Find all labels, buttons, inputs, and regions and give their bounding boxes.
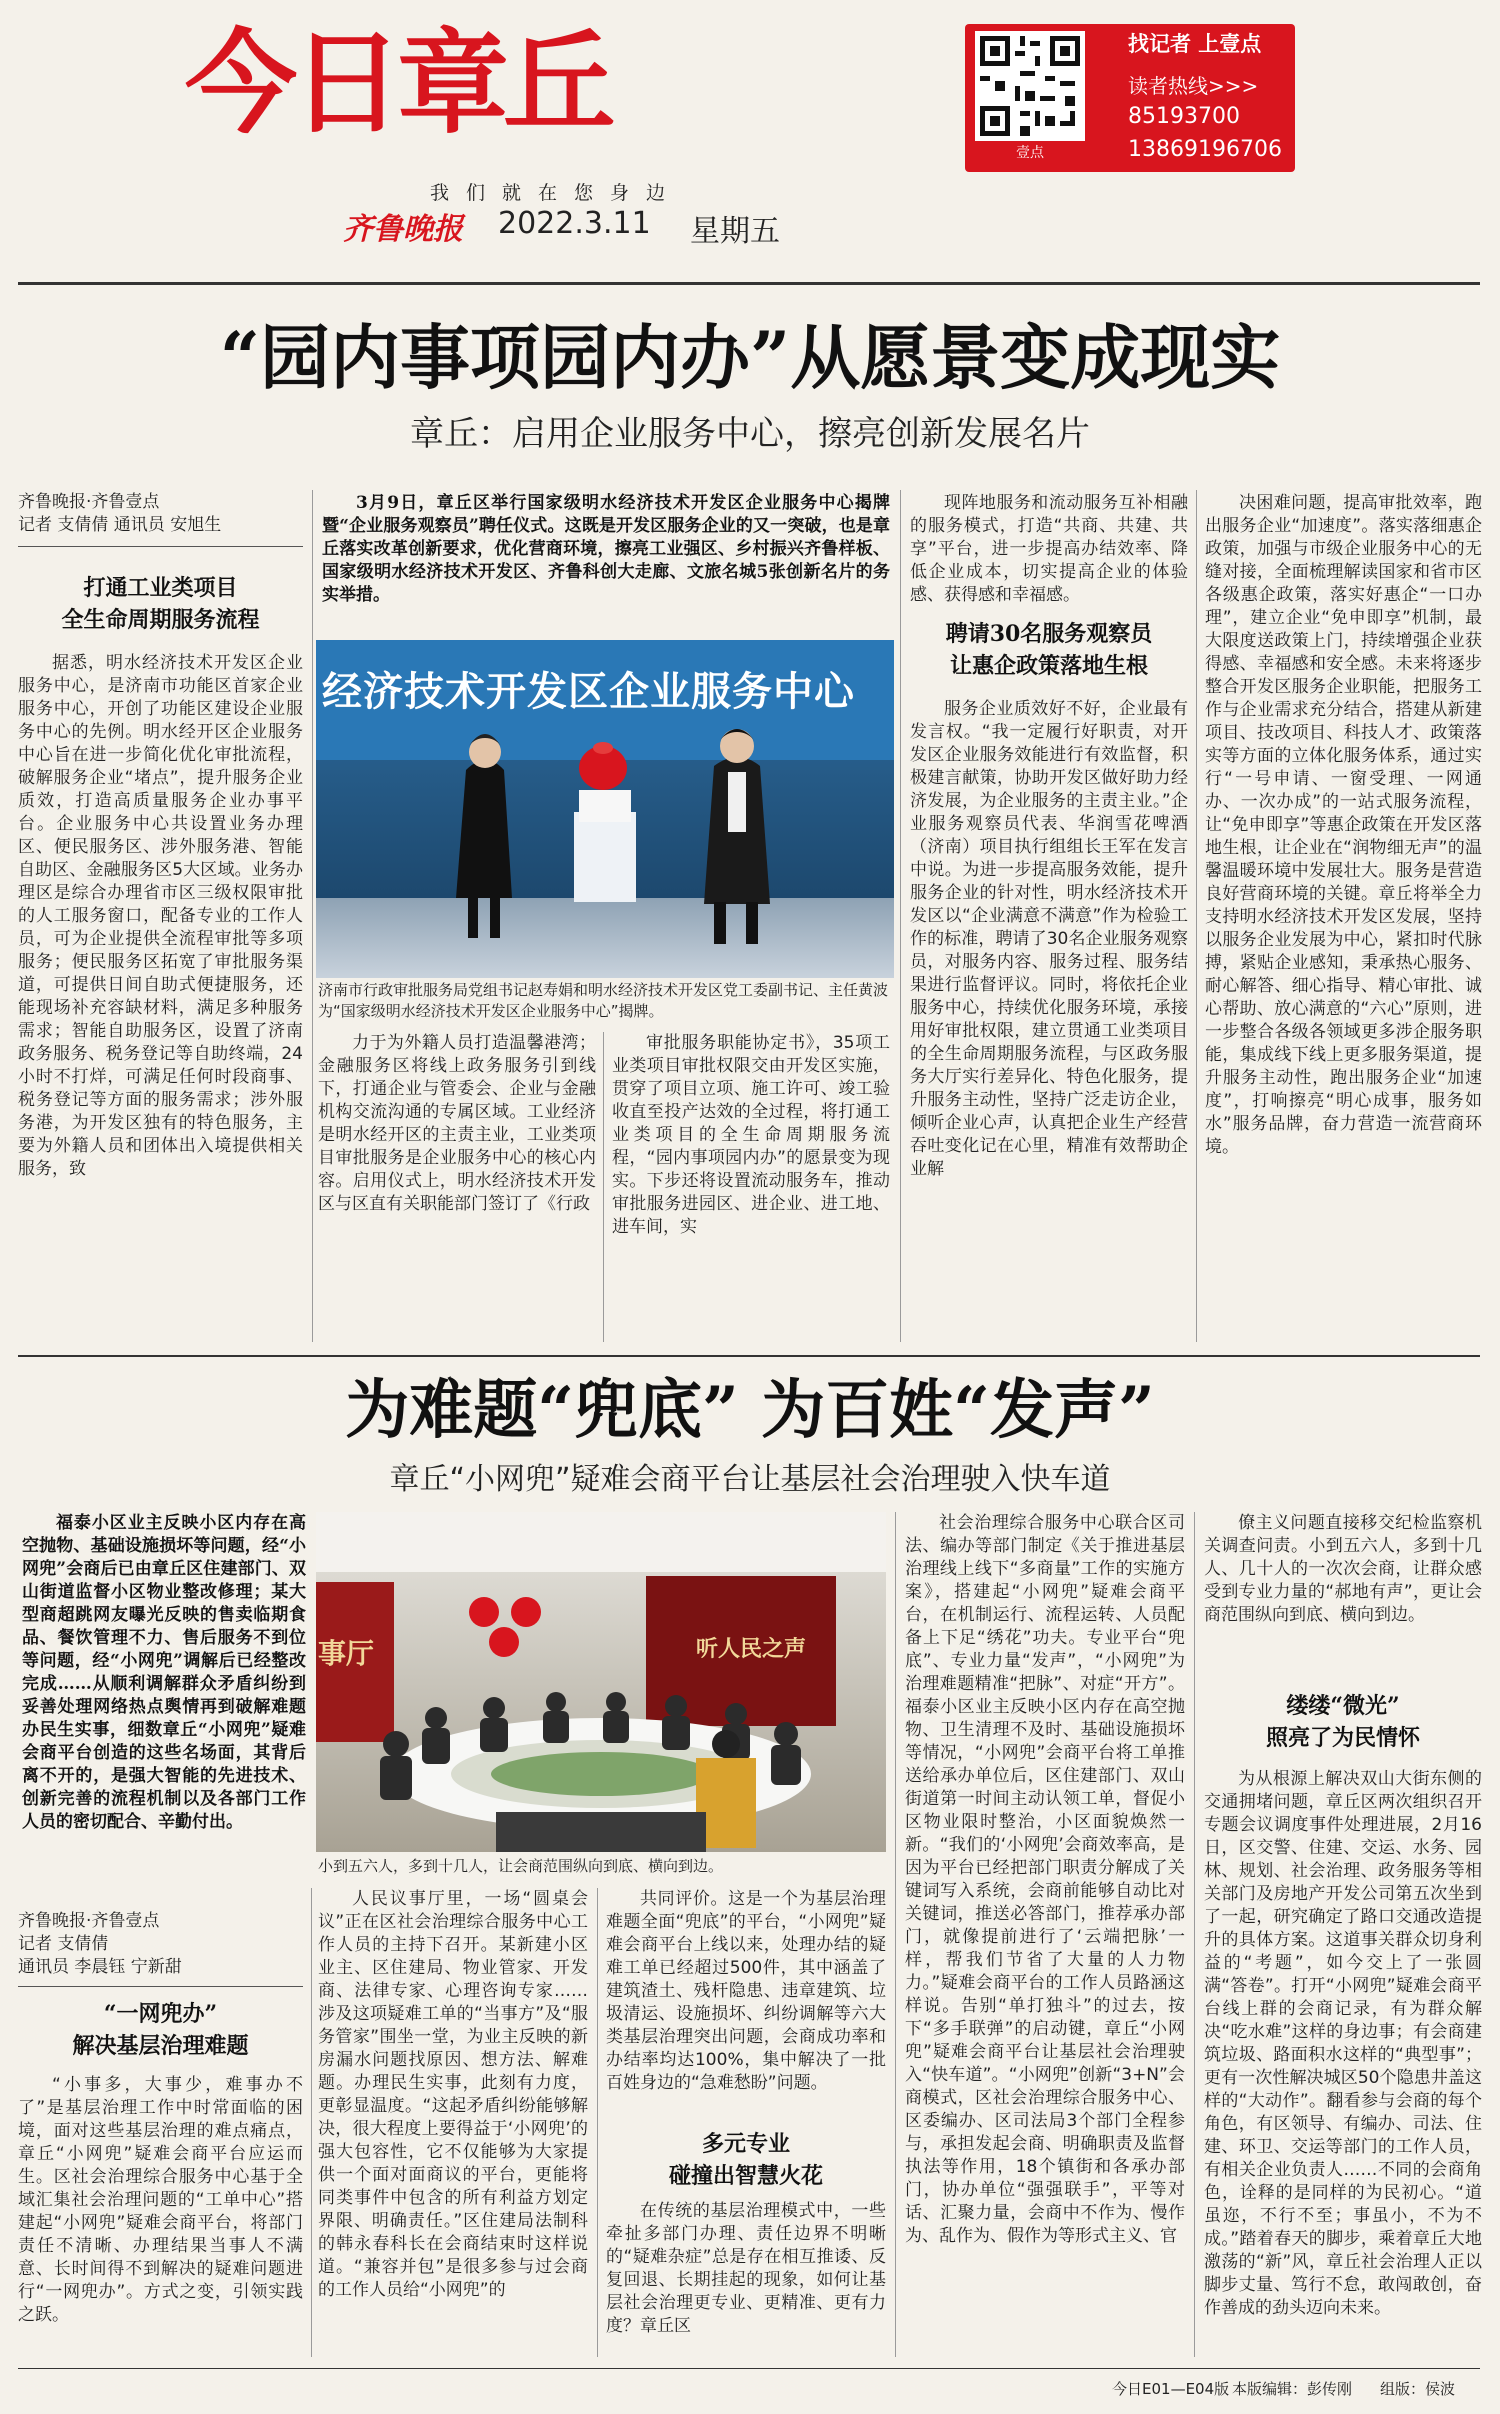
story1-photo bbox=[316, 640, 894, 978]
masthead-slogan: 我们就在您身边 bbox=[430, 182, 683, 204]
story2-subhead2-line2: 碰撞出智慧火花 bbox=[668, 2163, 823, 2189]
story1-subhead1-line1: 打通工业类项目 bbox=[83, 575, 238, 601]
spacer bbox=[905, 1450, 906, 1451]
photo-sign-left: 事厅 bbox=[318, 1637, 375, 1670]
story1-column-1: 据悉，明水经济技术开发区企业服务中心，是济南市功能区首家企业服务中心，开创了功能区建设企业服务中心的先例。明水经开区企业服务中心旨在进一步简化优化审批流程，破解服务企业“堵点”，提升服务企业质效，打造高质量服务企业办事平台。企业服务中心共设置业务办理区、便民服务区、涉外服务港、智能自助区、金融服务区5大区域。业务办理区是综合办理省市区三级权限审批的人工服务窗口，配备专业的工作人员，可为企业提供全流程审批等多项服务；便民服务区拓宽了审批服务渠道，可提供日间自助式便捷服务，还能现场补充容缺材料，满足多种服务需求；智能自助服务区，设置了济南政务服务、税务登记等自助终端，24小时不打烊，可满足任何时段商事、税务登记等方面的服务需求；涉外服务港，为开发区独有的特色服务，主要为外籍人员和团体出入境提供相关服务，致 bbox=[18, 653, 303, 1179]
story2-subheadline: 章丘“小网兜”疑难会商平台让基层社会治理驶入快车道 bbox=[389, 1462, 1111, 1497]
column-rule bbox=[895, 1512, 896, 2357]
column-rule bbox=[603, 1032, 604, 1342]
story-divider bbox=[18, 1355, 1480, 1357]
story2-subhead3-line2: 照亮了为民情怀 bbox=[1265, 1725, 1420, 1751]
brand-logo: 齐鲁晚报 bbox=[343, 212, 463, 247]
photo-banner-text: 经济技术开发区企业服务中心 bbox=[322, 668, 855, 715]
footer-layout: 组版：侯波 bbox=[1380, 2380, 1456, 2398]
story2-subhead3-line1: 缕缕“微光” bbox=[1286, 1693, 1400, 1719]
story1-column-2: 力于为外籍人员打造温馨港湾；金融服务区将线上政务服务引到线下，打通企业与管委会、企业与金融机构交流沟通的专属区域。工业经济是明水经开区的主责主业，工业类项目审批服务是企业服务中心的核心内容。启用仪式上，明水经济技术开发区与区直有关职能部门签订了《行政 bbox=[318, 1033, 596, 1214]
issue-weekday: 星期五 bbox=[690, 214, 780, 249]
story1-subhead1-line2: 全生命周期服务流程 bbox=[61, 607, 260, 633]
column-rule bbox=[1196, 490, 1197, 1342]
story2-lead: 福泰小区业主反映小区内存在高空抛物、基础设施损坏等问题，经“小网兜”会商后已由章丘区住建部门、双山街道监督小区物业整改修理；某大型商超跳网友曝光反映的售卖临期食品、餐饮管理不力、售后服务不到位等问题，经“小网兜”调解后已经整改完成……从顺利调解群众矛盾纠纷到妥善处理网络热点舆情再到破解难题办民生实事，细数章丘“小网兜”疑难会商平台创造的这些名场面，其背后离不开的，是强大智能的先进技术、创新完善的流程机制以及各部门工作人员的密切配合、辛勤付出。 bbox=[22, 1513, 306, 1832]
story1-byline-reporters: 记者 支倩倩 通讯员 安旭生 bbox=[18, 515, 222, 535]
divider bbox=[18, 1986, 303, 1987]
column-rule bbox=[597, 1888, 598, 2357]
qr-code-icon[interactable] bbox=[975, 31, 1085, 141]
story1-subhead2-line2: 让惠企政策落地生根 bbox=[949, 653, 1148, 679]
story2-headline: 为难题“兜底” 为百姓“发声” bbox=[345, 1373, 1155, 1448]
issue-date: 2022.3.11 bbox=[498, 206, 651, 241]
story2-column-1: “小事多，大事少，难事办不了”是基层治理工作中时常面临的困境，面对这些基层治理的难点痛点，章丘“小网兜”疑难会商平台应运而生。区社会治理综合服务中心基于全域汇集社会治理问题的“工单中心”搭建起“小网兜”疑难会商平台，将部门责任不清晰、办理结果当事人不满意、长时间得不到解决的疑难问题进行“一网兜办”。方式之变，引领实践之跃。 bbox=[18, 2075, 303, 2325]
story1-column-5: 决困难问题，提高审批效率，跑出服务企业“加速度”。落实落细惠企政策，加强与市级企业服务中心的无缝对接，全面梳理解读国家和省市区各级惠企政策，落实好惠企“一口办理”，建立企业“免申即享”机制，最大限度送政策上门，持续增强企业获得感、幸福感和安全感。未来将逐步整合开发区服务企业职能，把服务工作与企业需求充分结合，搭建从新建项目、技改项目、科技人才、政策落实等方面的立体化服务体系，通过实行“一号申请、一窗受理、一网通办、一次办成”的一站式服务流程，让“免申即享”等惠企政策在开发区落地生根，让企业在“润物细无声”的温馨温暖环境中发展壮大。服务是营造良好营商环境的关键。章丘将举全力支持明水经济技术开发区发展，坚持以服务企业发展为中心，紧扣时代脉搏，紧贴企业感知，秉承热心服务、耐心解答、细心指导、精心审批、诚心帮助、放心满意的“六心”原则，进一步整合各级各领域更多涉企服务职能，集成线下线上更多服务渠道，提升服务主动性，跑出服务企业“加速度”，打响擦亮“明心成事，服务如水”服务品牌，奋力营造一流营商环境。 bbox=[1205, 493, 1482, 1157]
column-rule bbox=[312, 490, 313, 1342]
contact-tagline: 找记者 上壹点 bbox=[1128, 32, 1262, 56]
column-rule bbox=[311, 1888, 312, 2357]
footer-rule bbox=[18, 2368, 1480, 2369]
story1-photo-caption: 济南市行政审批服务局党组书记赵寿娟和明水经济技术开发区党工委副书记、主任黄波为“国家级明水经济技术开发区企业服务中心”揭牌。 bbox=[318, 981, 889, 1020]
hotline-label: 读者热线>>> bbox=[1128, 74, 1259, 98]
story2-byline-outlet: 齐鲁晚报·齐鲁壹点 bbox=[18, 1911, 160, 1931]
story1-column-4a: 现阵地服务和流动服务互补相融的服务模式，打造“共商、共建、共享”平台，进一步提高办结效率、降低企业成本，切实提高企业的体验感、获得感和幸福感。 bbox=[910, 493, 1188, 604]
qr-caption: 壹点 bbox=[1016, 145, 1044, 161]
story2-column-5a: 僚主义问题直接移交纪检监察机关调查问责。小到五六人，多到十几人、几十人的一次次会商，让群众感受到专业力量的“郝地有声”，更让会商范围纵向到底、横向到边。 bbox=[1204, 1513, 1482, 1625]
hotline-phone-2[interactable]: 13869196706 bbox=[1128, 137, 1282, 162]
story2-subhead2-line1: 多元专业 bbox=[701, 2131, 790, 2157]
story2-column-2: 人民议事厅里，一场“圆桌会议”正在区社会治理综合服务中心工作人员的主持下召开。某新建小区业主、区住建局、物业管家、开发商、法律专家、心理咨询专家……涉及这项疑难工单的“当事方”及“服务管家”围坐一堂，为业主反映的新房漏水问题找原因、想方法、解难题。办理民生实事，此刻有力度，更彰显温度。“这起矛盾纠纷能够解决，很大程度上要得益于‘小网兜’的强大包容性，它不仅能够为大家提供一个面对面商议的平台，更能将同类事件中包含的所有利益方划定界限、明确责任。”区住建局法制科的韩永春科长在会商结束时这样说道。“兼容并包”是很多参与过会商的工作人员给“小网兜”的 bbox=[318, 1889, 588, 2300]
divider bbox=[18, 546, 303, 547]
story2-column-3a: 共同评价。这是一个为基层治理难题全面“兜底”的平台，“小网兜”疑难会商平台上线以来，处理办结的疑难工单已经超过500件，其中涵盖了建筑渣土、残杆隐患、违章建筑、垃圾清运、设施损坏、纠纷调解等六大类基层治理突出问题，会商成功率和办结率均达100%，集中解决了一批百姓身边的“急难愁盼”问题。 bbox=[606, 1889, 886, 2093]
story2-subhead1-line1: “一网兜办” bbox=[103, 2001, 218, 2027]
photo-sign-right: 听人民之声 bbox=[696, 1636, 807, 1662]
footer-pages: 今日E01—E04版 bbox=[1112, 2380, 1230, 2398]
masthead-rule bbox=[18, 282, 1480, 285]
story2-byline-reporter: 记者 支倩倩 bbox=[18, 1934, 109, 1954]
story1-column-3: 审批服务职能协定书》，35项工业类项目审批权限交由开发区实施，贯穿了项目立项、施工许可、竣工验收直至投产达效的全过程，将打通工业类项目的全生命周期服务流程，“园内事项园内办”的愿景变为现实。下步还将设置流动服务车，推动审批服务进园区、进企业、进工地、进车间，实 bbox=[612, 1033, 890, 1237]
story1-column-4b: 服务企业质效好不好，企业最有发言权。“我一定履行好职责，对开发区企业服务效能进行有效监督，积极建言献策，协助开发区做好助力经济发展，为企业服务的主责主业。”企业服务观察员代表、华润雪花啤酒（济南）项目执行组组长王军在发言中说。为进一步提高服务效能，提升服务企业的针对性，明水经济技术开发区以“企业满意不满意”作为检验工作的标准，聘请了30名企业服务观察员，对服务内容、服务过程、服务结果进行监督评议。同时，将依托企业服务中心，持续优化服务环境，承接用好审批权限，建立贯通工业类项目的全生命周期服务流程，与区政务服务大厅实行差异化、特色化服务，提升服务主动性，坚持广泛走访企业，倾听企业心声，认真把企业生产经营吞吐变化记在心里，精准有效帮助企业解 bbox=[910, 699, 1188, 1179]
footer-editor: 本版编辑：彭传刚 bbox=[1232, 2380, 1353, 2398]
column-rule bbox=[900, 490, 901, 1342]
story2-photo-caption: 小到五六人，多到十几人，让会商范围纵向到底、横向到边。 bbox=[318, 1857, 724, 1875]
story1-lead: 3月9日，章丘区举行国家级明水经济技术开发区企业服务中心揭牌暨“企业服务观察员”聘任仪式。这既是开发区服务企业的又一突破，也是章丘落实改革创新要求，优化营商环境，擦亮工业强区、乡村振兴齐鲁样板、国家级明水经济技术开发区、齐鲁科创大走廊、文旅名城5张创新名片的务实举措。 bbox=[322, 493, 890, 605]
story2-column-5b: 为从根源上解决双山大街东侧的交通拥堵问题，章丘区两次组织召开专题会议调度事件处理进展，2月16日，区交警、住建、交运、水务、园林、规划、社会治理、政务服务等相关部门及房地产开发公司第五次坐到了一起，研究确定了路口交通改造提升的具体方案。这道事关群众切身利益的“考题”，如今交上了一张圆满“答卷”。打开“小网兜”疑难会商平台线上群的会商记录，有为群众解决“吃水难”这样的身边事；有会商建筑垃圾、路面积水这样的“典型事”；更有一次性解决城区50个隐患井盖这样的“大动作”。翻看参与会商的每个角色，有区领导、有编办、司法、住建、环卫、交运等部门的工作人员，有相关企业负责人……不同的会商角色，诠释的是同样的为民初心。“道虽迩，不行不至；事虽小，不为不成。”踏着春天的脚步，乘着章丘大地激荡的“新”风，章丘社会治理人正以脚步丈量、笃行不怠，敢闯敢创，奋作善成的劲头迈向未来。 bbox=[1204, 1769, 1482, 2318]
story1-subhead2-line1: 聘请30名服务观察员 bbox=[945, 621, 1153, 647]
story2-column-3b: 在传统的基层治理模式中，一些牵扯多部门办理、责任边界不明晰的“疑难杂症”总是存在相互推诿、反复回退、长期挂起的现象，如何让基层社会治理更专业、更精准、更有力度？章丘区 bbox=[606, 2201, 886, 2336]
column-rule bbox=[1194, 1512, 1195, 2357]
story2-subhead1-line2: 解决基层治理难题 bbox=[72, 2033, 249, 2059]
story2-byline-correspondents: 通讯员 李晨钰 宁新甜 bbox=[18, 1957, 182, 1977]
masthead-title: 今日章丘 bbox=[185, 18, 609, 149]
hotline-phone-1[interactable]: 85193700 bbox=[1128, 104, 1240, 129]
story1-headline: “园内事项园内办”从愿景变成现实 bbox=[219, 316, 1281, 399]
story1-subheadline: 章丘：启用企业服务中心，擦亮创新发展名片 bbox=[410, 414, 1090, 454]
story1-byline-outlet: 齐鲁晚报·齐鲁壹点 bbox=[18, 492, 160, 512]
story2-column-4: 社会治理综合服务中心联合区司法、编办等部门制定《关于推进基层治理线上线下“多商量”工作的实施方案》，搭建起“小网兜”疑难会商平台，在机制运行、流程运转、人员配备上下足“绣花”功夫。专业平台“兜底”、专业力量“发声”，“小网兜”为治理难题精准“把脉”、对症“开方”。福泰小区业主反映小区内存在高空抛物、卫生清理不及时、基础设施损坏等情况，“小网兜”会商平台将工单推送给承办单位后，区住建部门、双山街道第一时间主动认领工单，督促小区物业限时整治，小区面貌焕然一新。“我们的‘小网兜’会商效率高，是因为平台已经把部门职责分解成了关键词写入系统，会商前能够自动比对关键词，推送必答部门，推荐承办部门，就像提前进行了‘云端把脉’一样，帮我们节省了大量的人力物力。”疑难会商平台的工作人员路涵这样说。告别“单打独斗”的过去，按下“多手联弹”的启动键，章丘“小网兜”疑难会商平台让基层社会治理驶入“快车道”。“小网兜”创新“3+N”会商模式，区社会治理综合服务中心、区委编办、区司法局3个部门全程参与，承担发起会商、明确职责及监督执法等作用，18个镇街和各承办部门，协办单位“强强联手”，平等对话、汇聚力量，会商中不作为、慢作为、乱作为、假作为等形式主义、官 bbox=[905, 1513, 1185, 2246]
story2-photo bbox=[316, 1512, 886, 1852]
